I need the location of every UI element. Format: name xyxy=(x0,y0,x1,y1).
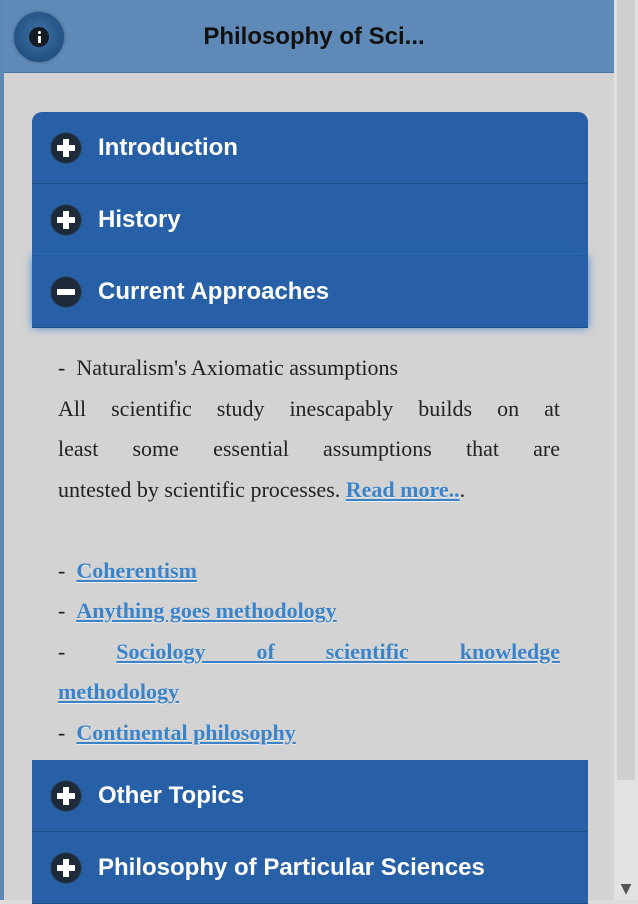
accordion-label: Introduction xyxy=(98,134,238,161)
accordion-header-philosophy-of-particular-sciences[interactable] xyxy=(32,832,588,904)
accordion-label: Other Topics xyxy=(98,782,245,809)
panel-content xyxy=(58,348,560,753)
accordion-header-other-topics[interactable] xyxy=(32,760,588,832)
scrollbar-thumb[interactable] xyxy=(617,0,635,780)
link-item-continued xyxy=(58,672,560,713)
accordion-header-current-approaches[interactable] xyxy=(32,256,588,328)
link-coherentism[interactable]: Coherentism xyxy=(76,557,197,583)
page-title: Philosophy of Sci... xyxy=(203,23,425,50)
link-item: - Continental philosophy xyxy=(58,719,296,745)
plus-icon xyxy=(50,204,82,236)
info-icon xyxy=(29,27,49,47)
plus-icon xyxy=(50,132,82,164)
paragraph-line: untested by scientific processes. Read more... xyxy=(58,476,466,502)
read-more-link[interactable]: Read more.. xyxy=(345,476,460,502)
link-item: - Sociology of scientific knowledge xyxy=(58,638,560,664)
link-anything-goes-methodology[interactable]: Anything goes methodology xyxy=(76,598,337,623)
subtitle-line: - Naturalism's Axiomatic assumptions xyxy=(58,355,399,380)
minus-icon xyxy=(50,276,82,308)
paragraph-line: All scientific study inescapably builds on at xyxy=(58,395,560,421)
section-subtitle: Naturalism's Axiomatic assumptions xyxy=(76,355,399,380)
link-item: - Anything goes methodology xyxy=(58,598,337,623)
accordion-header-history[interactable] xyxy=(32,184,588,256)
header-bar xyxy=(4,0,614,73)
accordion-label: History xyxy=(98,206,181,233)
info-button[interactable] xyxy=(14,12,64,62)
accordion-header-introduction[interactable] xyxy=(32,112,588,184)
accordion-label: Philosophy of Particular Sciences xyxy=(98,854,485,881)
link-item: - Coherentism xyxy=(58,557,197,583)
paragraph-line: least some essential assumptions that are xyxy=(58,436,560,461)
link-sociology-methodology[interactable]: methodology xyxy=(58,679,179,704)
link-continental-philosophy[interactable]: Continental philosophy xyxy=(76,719,296,745)
plus-icon xyxy=(50,780,82,812)
accordion-label: Current Approaches xyxy=(98,278,330,305)
vertical-scrollbar[interactable] xyxy=(614,0,638,900)
scroll-down-arrow-icon[interactable]: ▼ xyxy=(620,881,632,897)
accordion xyxy=(32,112,588,904)
plus-icon xyxy=(50,852,82,884)
accordion-panel-current-approaches xyxy=(32,328,588,760)
link-sociology-of-scientific-knowledge[interactable]: Sociology of scientific knowledge xyxy=(116,638,560,664)
paragraph-text: untested by scientific processes. xyxy=(58,476,341,502)
